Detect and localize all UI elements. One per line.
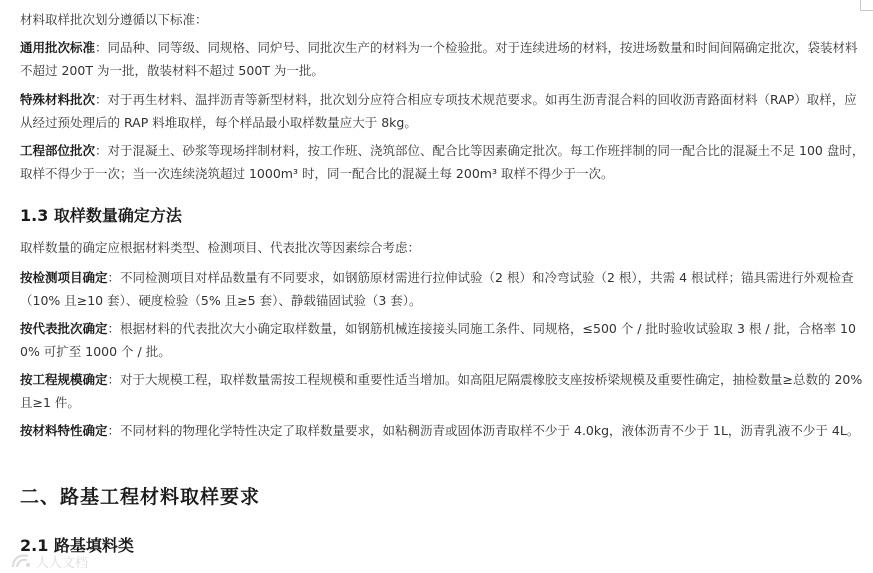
section-heading-1-3: 1.3 取样数量确定方法 (20, 206, 182, 225)
quantity-rule-batch (20, 317, 866, 363)
watermark (10, 549, 88, 573)
quantity-rule-label: 按材料特性确定 (20, 423, 108, 438)
batch-rule-label: 工程部位批次 (20, 143, 96, 158)
batch-rule-text: ：对于再生材料、温拌沥青等新型材料，批次划分应符合相应专项技术规范要求。如再生沥青混合料的回收沥青路面材料（RAP）取样，应从经过预处理后的 RAP 料堆取样，每个样品最小取样数量应大于 8kg。 (20, 92, 857, 130)
quantity-rule-test-item (20, 266, 866, 312)
quantity-rule-text: ：根据材料的代表批次大小确定取样数量，如钢筋机械连接接头同施工条件、同规格，≤500 个 / 批时验收试验取 3 根 / 批，合格率 100% 可扩至 1000 个 / 批。 (20, 321, 856, 359)
quantity-rule-label: 按工程规模确定 (20, 372, 108, 387)
section-heading-2: 二、路基工程材料取样要求 (20, 486, 261, 508)
batch-rule-label: 通用批次标准 (20, 40, 96, 55)
batch-rule-text: ：同品种、同等级、同规格、同炉号、同批次生产的材料为一个检验批。对于连续进场的材料，按进场数量和时间间隔确定批次，袋装材料不超过 200T 为一批，散装材料不超过 500T 为一批。 (20, 40, 858, 78)
section-heading-2-1: 2.1 路基填料类 (20, 536, 134, 555)
batch-rule-general (20, 36, 866, 82)
quantity-rule-label: 按检测项目确定 (20, 270, 108, 285)
batch-rule-label: 特殊材料批次 (20, 92, 96, 107)
quantity-rule-text: ：不同材料的物理化学特性决定了取样数量要求，如粘稠沥青或固体沥青取样不少于 4.0kg，液体沥青不少于 1L，沥青乳液不少于 4L。 (107, 423, 860, 438)
watermark-text: 人人文档 (36, 555, 89, 571)
batch-rule-special (20, 88, 866, 134)
quantity-rule-text: ：对于大规模工程，取样数量需按工程规模和重要性适当增加。如高阻尼隔震橡胶支座按桥梁规模及重要性确定，抽检数量≥总数的 20% 且≥1 件。 (20, 372, 863, 410)
quantity-rule-label: 按代表批次确定 (20, 321, 108, 336)
quantity-rule-text: ：不同检测项目对样品数量有不同要求，如钢筋原材需进行拉伸试验（2 根）和冷弯试验（2 根），共需 4 根试样；锚具需进行外观检查（10% 且≥10 套）、硬度检验（5% 且≥5 套）、静载锚固试验（3 套）。 (20, 270, 854, 308)
batch-rule-location (20, 139, 866, 185)
watermark-logo-icon (10, 552, 32, 570)
batch-rule-text: ：对于混凝土、砂浆等现场拌制材料，按工作班、浇筑部位、配合比等因素确定批次。每工作班拌制的同一配合比的混凝土不足 100 盘时，取样不得少于一次；当一次连续浇筑超过 1000m³ 时，同一配合比的混凝土每 200m³ 取样不得少于一次。 (20, 143, 865, 181)
quantity-rule-material (20, 419, 866, 442)
section-1-3-intro: 取样数量的确定应根据材料类型、检测项目、代表批次等因素综合考虑： (20, 240, 421, 255)
quantity-rule-scale (20, 368, 866, 414)
intro-paragraph: 材料取样批次划分遵循以下标准： (20, 12, 208, 27)
